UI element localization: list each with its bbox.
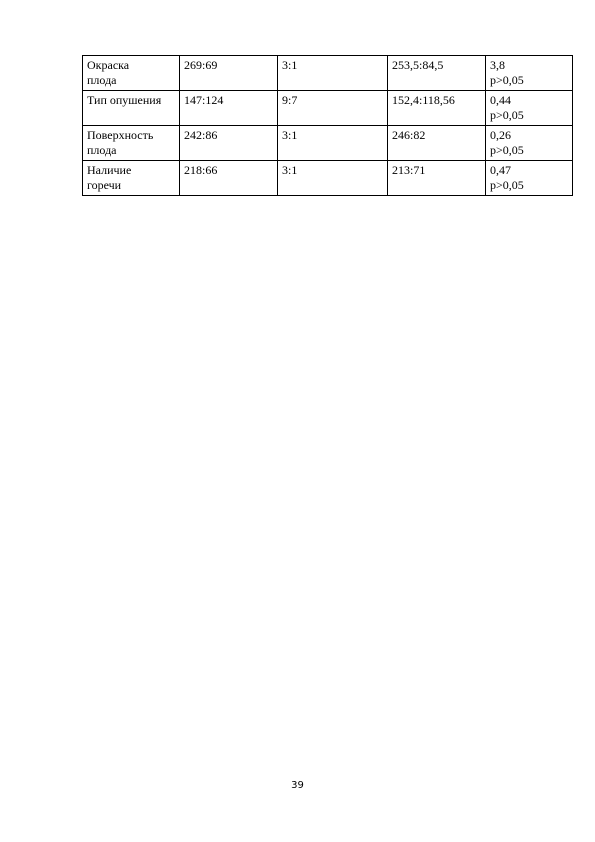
theoretical-cell (388, 126, 486, 161)
theoretical-ratio: 253,5:84,5 (392, 58, 444, 72)
expected-ratio-cell (278, 56, 388, 91)
p-value: p>0,05 (490, 143, 524, 157)
p-value: p>0,05 (490, 73, 524, 87)
chi-square-cell (486, 161, 573, 196)
observed-cell (180, 126, 278, 161)
theoretical-cell (388, 91, 486, 126)
observed-ratio: 147:124 (184, 93, 224, 107)
expected-ratio-cell (278, 161, 388, 196)
results-table (82, 55, 573, 196)
p-value: p>0,05 (490, 178, 524, 192)
theoretical-ratio: 152,4:118,56 (392, 93, 455, 107)
observed-ratio: 242:86 (184, 128, 218, 142)
table-row (83, 126, 573, 161)
trait-cell (83, 126, 180, 161)
table-row (83, 91, 573, 126)
chi-square-value: 0,26 (490, 128, 511, 142)
chi-square-cell (486, 91, 573, 126)
table-row (83, 56, 573, 91)
observed-cell (180, 161, 278, 196)
chi-square-cell (486, 56, 573, 91)
expected-ratio: 3:1 (282, 58, 298, 72)
expected-ratio: 3:1 (282, 128, 298, 142)
theoretical-cell (388, 161, 486, 196)
expected-ratio-cell (278, 126, 388, 161)
theoretical-cell (388, 56, 486, 91)
observed-cell (180, 91, 278, 126)
trait-text: Тип опушения (87, 93, 162, 107)
trait-text: Поверхность (87, 128, 154, 142)
expected-ratio-cell (278, 91, 388, 126)
trait-text: горечи (87, 178, 122, 192)
trait-text: плода (87, 143, 117, 157)
expected-ratio: 9:7 (282, 93, 298, 107)
trait-text: Окраска (87, 58, 130, 72)
table-row (83, 161, 573, 196)
chi-square-cell (486, 126, 573, 161)
theoretical-ratio: 213:71 (392, 163, 426, 177)
observed-ratio: 218:66 (184, 163, 218, 177)
trait-cell (83, 161, 180, 196)
page-number: 39 (291, 780, 304, 791)
theoretical-ratio: 246:82 (392, 128, 426, 142)
trait-cell (83, 91, 180, 126)
expected-ratio: 3:1 (282, 163, 298, 177)
chi-square-value: 0,44 (490, 93, 511, 107)
trait-text: Наличие (87, 163, 132, 177)
chi-square-value: 3,8 (490, 58, 505, 72)
observed-ratio: 269:69 (184, 58, 218, 72)
chi-square-value: 0,47 (490, 163, 511, 177)
observed-cell (180, 56, 278, 91)
p-value: p>0,05 (490, 108, 524, 122)
trait-cell (83, 56, 180, 91)
trait-text: плода (87, 73, 117, 87)
